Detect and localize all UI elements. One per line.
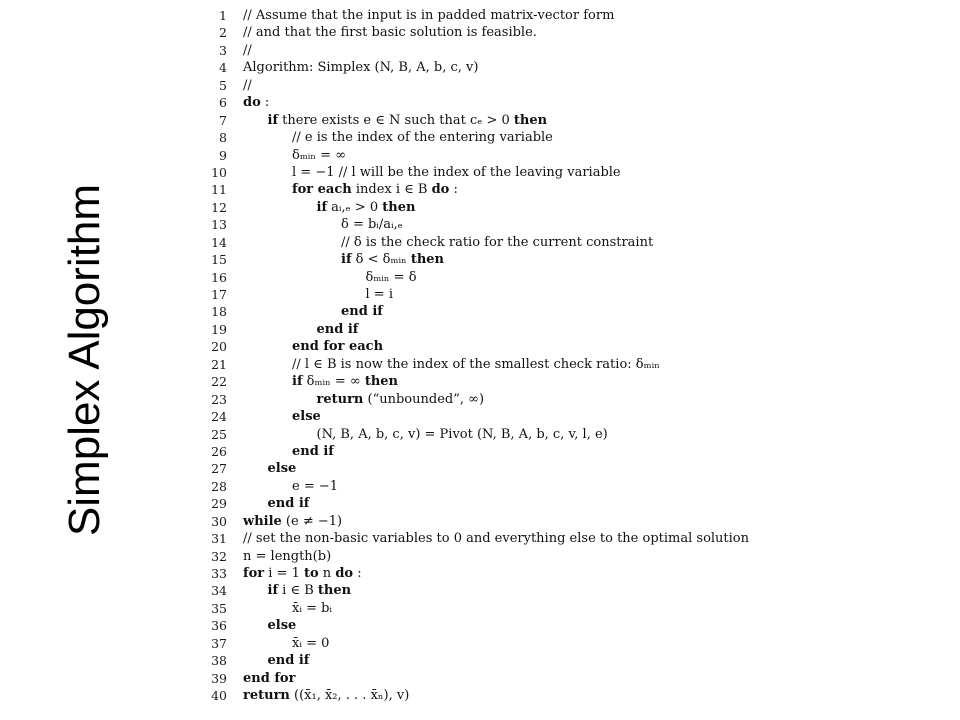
line-number: 8 — [219, 130, 227, 146]
line-number: 40 — [211, 688, 227, 704]
code-line — [205, 199, 945, 216]
line-number: 36 — [211, 618, 227, 634]
code-line — [205, 59, 945, 76]
code-line — [205, 269, 945, 286]
code-line — [205, 251, 945, 268]
code-line — [205, 548, 945, 565]
code-text: // set the non-basic variables to 0 and everything else to the optimal solution — [243, 531, 750, 547]
code-text: else — [267, 461, 297, 477]
code-line — [205, 356, 945, 373]
code-text: end if — [267, 653, 310, 669]
line-number: 14 — [211, 234, 227, 250]
code-line — [205, 565, 945, 582]
code-line — [205, 164, 945, 181]
code-text: for i = 1 to n do : — [243, 566, 362, 581]
code-line — [205, 600, 945, 617]
code-text: δₘᵢₙ = δ — [365, 269, 417, 285]
code-line — [205, 147, 945, 164]
code-line — [205, 530, 945, 547]
line-number: 4 — [219, 60, 227, 76]
code-text: l = −1 // l will be the index of the leaving variable — [292, 164, 621, 180]
slide-title: Simplex Algorithm — [60, 183, 109, 537]
code-text: end if — [292, 443, 334, 459]
code-text: // l ∈ B is now the index of the smallest check ratio: δₘᵢₙ — [292, 356, 660, 372]
line-number: 23 — [211, 391, 227, 407]
line-number: 31 — [211, 531, 227, 547]
code-line — [205, 338, 945, 355]
code-text: return (“unbounded”, ∞) — [316, 391, 485, 407]
line-number: 9 — [219, 147, 227, 163]
code-text: // and that the first basic solution is feasible. — [243, 25, 537, 41]
code-line — [205, 321, 945, 338]
code-text: end if — [341, 304, 383, 320]
code-line — [205, 652, 945, 669]
code-text: // δ is the check ratio for the current constraint — [341, 234, 654, 250]
code-text: Algorithm: Simplex (N, B, A, b, c, v) — [243, 60, 479, 76]
code-text: if there exists e ∈ N such that cₑ > 0 then — [267, 112, 548, 128]
line-number: 32 — [211, 548, 227, 564]
code-line — [205, 286, 945, 303]
code-text: for each index i ∈ B do : — [292, 182, 458, 198]
line-number: 39 — [211, 670, 227, 686]
code-text: if δ < δₘᵢₙ then — [341, 252, 445, 268]
line-number: 21 — [211, 356, 227, 372]
code-text: l = i — [365, 287, 393, 302]
line-number: 5 — [219, 77, 227, 93]
line-number: 34 — [211, 583, 227, 599]
code-text: end for each — [292, 339, 384, 355]
code-text: // Assume that the input is in padded matrix-vector form — [243, 8, 615, 23]
code-line — [205, 77, 945, 94]
code-text: while (e ≠ −1) — [243, 513, 343, 529]
code-line — [205, 234, 945, 251]
line-number: 1 — [219, 8, 227, 23]
code-text: δₘᵢₙ = ∞ — [292, 147, 347, 163]
code-line — [205, 216, 945, 233]
line-number: 35 — [211, 600, 227, 616]
code-text: if δₘᵢₙ = ∞ then — [292, 374, 399, 390]
code-text: // — [243, 42, 252, 58]
line-number: 17 — [211, 287, 227, 302]
code-text: end if — [316, 321, 359, 337]
code-text: if i ∈ B then — [267, 583, 352, 599]
line-number: 6 — [219, 95, 227, 111]
code-text: // e is the index of the entering variable — [292, 130, 553, 146]
line-number: 12 — [211, 199, 227, 215]
code-line — [205, 373, 945, 390]
code-line — [205, 112, 945, 129]
code-text: (N, B, A, b, c, v) = Pivot (N, B, A, b, c, v, l, e) — [316, 426, 608, 442]
code-line — [205, 443, 945, 460]
code-line — [205, 408, 945, 425]
line-number: 27 — [211, 461, 227, 477]
code-line — [205, 426, 945, 443]
code-text: else — [292, 409, 321, 425]
line-number: 7 — [219, 112, 227, 128]
code-text: x̄ᵢ = bᵢ — [292, 600, 333, 616]
code-text: return ((x̄₁, x̄₂, . . . x̄ₙ), v) — [243, 688, 410, 704]
code-text: x̄ᵢ = 0 — [292, 635, 330, 651]
line-number: 33 — [211, 566, 227, 581]
code-line — [205, 478, 945, 495]
line-number: 25 — [211, 426, 227, 442]
code-text: n = length(b) — [243, 548, 332, 564]
algorithm-listing — [205, 7, 945, 705]
code-line — [205, 24, 945, 41]
code-text: // — [243, 77, 252, 93]
code-line — [205, 670, 945, 687]
code-text: δ = bᵢ/aᵢ,ₑ — [341, 217, 403, 233]
code-line — [205, 582, 945, 599]
line-number: 19 — [211, 321, 227, 337]
code-text: if aᵢ,ₑ > 0 then — [316, 199, 416, 215]
code-line — [205, 129, 945, 146]
code-text: end if — [267, 496, 310, 512]
line-number: 15 — [211, 252, 227, 268]
line-number: 11 — [211, 182, 227, 198]
code-line — [205, 94, 945, 111]
line-number: 26 — [211, 443, 227, 459]
line-number: 18 — [211, 304, 227, 320]
line-number: 38 — [211, 653, 227, 669]
code-line — [205, 7, 945, 24]
line-number: 28 — [211, 478, 227, 494]
line-number: 30 — [211, 513, 227, 529]
code-line — [205, 42, 945, 59]
line-number: 24 — [211, 409, 227, 425]
code-text: e = −1 — [292, 478, 339, 494]
code-text: do : — [243, 95, 270, 111]
line-number: 13 — [211, 217, 227, 233]
code-line — [205, 181, 945, 198]
line-number: 20 — [211, 339, 227, 355]
code-text: else — [267, 618, 297, 634]
code-line — [205, 460, 945, 477]
code-line — [205, 617, 945, 634]
code-line — [205, 495, 945, 512]
code-line — [205, 635, 945, 652]
line-number: 37 — [211, 635, 227, 651]
line-number: 22 — [211, 374, 227, 390]
line-number: 3 — [219, 42, 227, 58]
line-number: 2 — [219, 25, 227, 41]
code-text: end for — [243, 670, 296, 686]
line-number: 29 — [211, 496, 227, 512]
code-line — [205, 391, 945, 408]
code-line — [205, 687, 945, 704]
line-number: 16 — [211, 269, 227, 285]
line-number: 10 — [211, 164, 227, 180]
code-line — [205, 513, 945, 530]
code-line — [205, 303, 945, 320]
